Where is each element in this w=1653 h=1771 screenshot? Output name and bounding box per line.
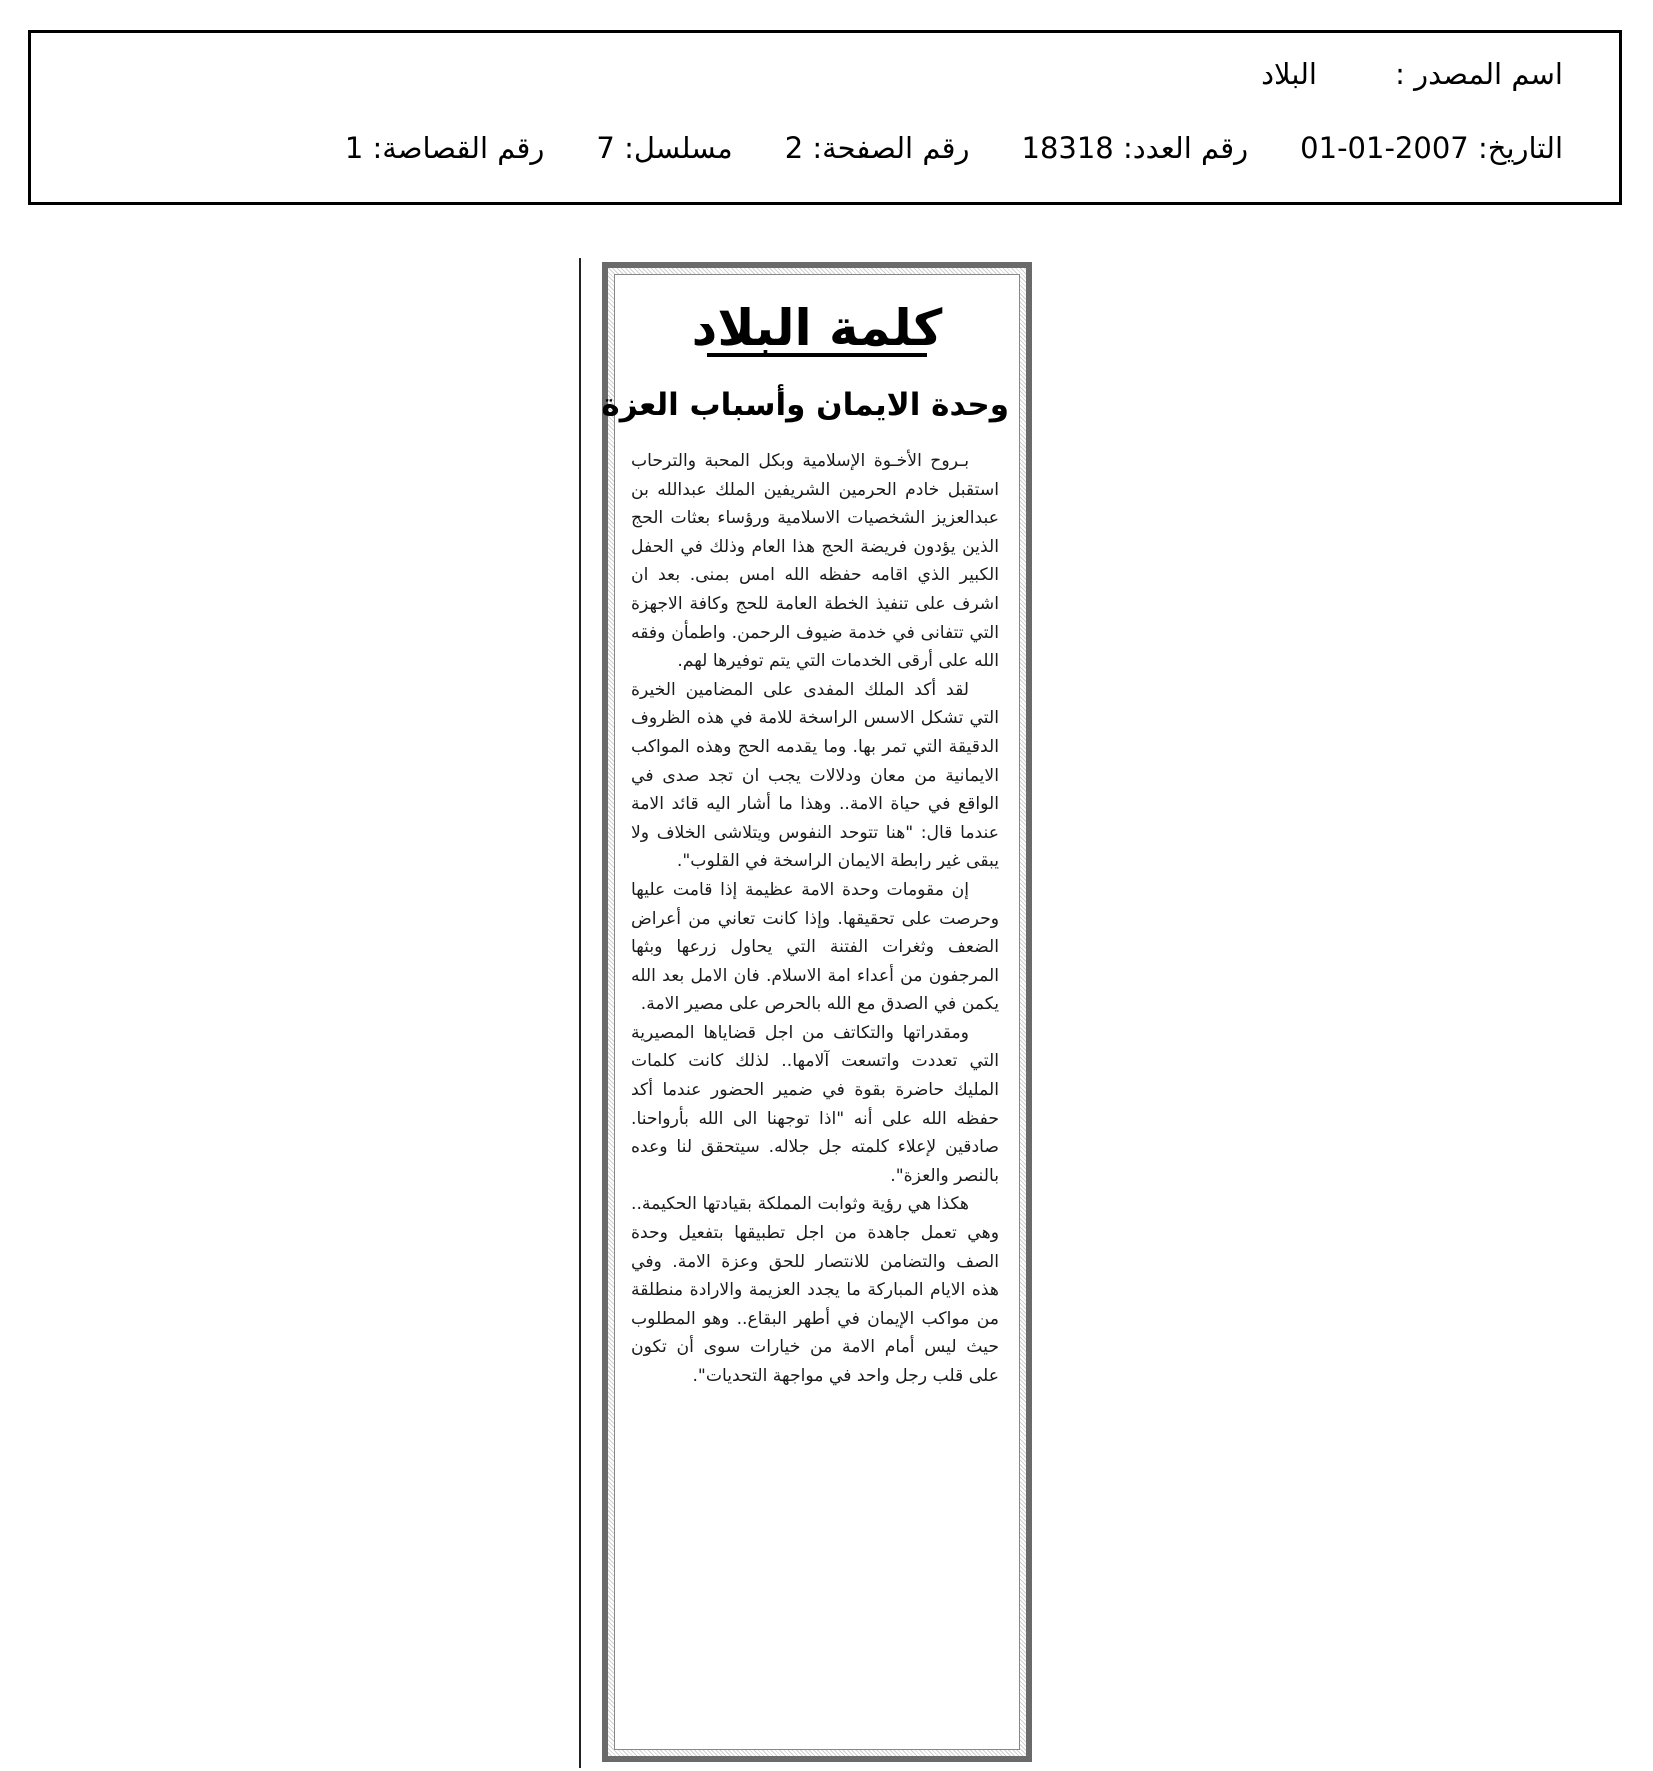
details-row bbox=[345, 131, 1563, 165]
column-rule bbox=[579, 258, 581, 1768]
article-paragraph: ومقدراتها والتكاتف من اجل قضاياها المصيرية التي تعددت واتسعت آلامها.. لذلك كانت كلمات المليك حاضرة بقوة في ضمير الحضور عندما أكد حفظه الله على أنه "اذا توجهنا الى الله بأرواحنا. صادقين لإعلاء كلمته جل جلاله. سيتحقق لنا وعده بالنصر والعزة". bbox=[631, 1022, 999, 1186]
newspaper-clipping bbox=[602, 262, 1032, 1762]
date-field: التاريخ: 2007-01-01 bbox=[1300, 131, 1563, 165]
serial-field: مسلسل: 7 bbox=[596, 131, 733, 165]
clip-number-field: رقم القصاصة: 1 bbox=[344, 131, 545, 165]
article-paragraph: هكذا هي رؤية وثوابت المملكة بقيادتها الحكيمة.. وهي تعمل جاهدة من اجل تطبيقها بتفعيل وحدة الصف والتضامن للانتصار للحق وعزة الامة. وفي هذه الايام المباركة ما يجدد العزيمة والارادة منطلقة من مواكب الإيمان في أطهر البقاع.. وهو المطلوب حيث ليس أمام الامة من خيارات سوى أن تكون على قلب رجل واحد في مواجهة التحديات". bbox=[631, 1194, 999, 1386]
article-paragraph: لقد أكد الملك المفدى على المضامين الخيرة التي تشكل الاسس الراسخة للامة في هذه الظروف الدقيقة التي تمر بها. وما يقدمه الحج وهذه المواكب الايمانية من معان ودلالات يجب ان تجد صدى في الواقع في حياة الامة.. وهذا ما أشار اليه قائد الامة عندما قال: "هنا تتوحد النفوس ويتلاشى الخلاف ولا يبقى غير رابطة الايمان الراسخة في القلوب". bbox=[631, 679, 999, 872]
article-body bbox=[631, 447, 999, 1735]
article-paragraph: إن مقومات وحدة الامة عظيمة إذا قامت عليها وحرصت على تحقيقها. وإذا كانت تعاني من أعراض الضعف وثغرات الفتنة التي يحاول زرعها وبثها المرجفون من أعداء امة الاسلام. فان الامل بعد الله يكمن في الصدق مع الله بالحرص على مصير الامة. bbox=[631, 879, 999, 1015]
masthead-logo bbox=[615, 293, 1019, 363]
clipping-content bbox=[601, 274, 1020, 1750]
masthead-logo-svg bbox=[667, 293, 967, 363]
issue-number-field: رقم العدد: 18318 bbox=[1021, 131, 1249, 165]
masthead-text: كلمة البلاد bbox=[691, 299, 943, 357]
source-value: البلاد bbox=[1261, 57, 1317, 91]
page-number-field: رقم الصفحة: 2 bbox=[784, 131, 970, 165]
source-label: اسم المصدر : bbox=[1395, 57, 1563, 91]
source-row bbox=[1261, 57, 1563, 91]
article-paragraph: بـروح الأخـوة الإسلامية وبكل المحبة والترحاب استقبل خادم الحرمين الشريفين الملك عبدالله بن عبدالعزيز الشخصيات الاسلامية ورؤساء بعثات الحج الذين يؤدون فريضة الحج هذا العام وذلك في الحفل الكبير الذي اقامه حفظه الله امس بمنى. بعد ان اشرف على تنفيذ الخطة العامة للحج وكافة الاجهزة التي تتفانى في خدمة ضيوف الرحمن. واطمأن وفقه الله على أرقى الخدمات التي يتم توفيرها لهم. bbox=[631, 451, 999, 672]
article-headline: وحدة الايمان وأسباب العزة bbox=[601, 387, 1009, 423]
clipping-metadata-box bbox=[28, 30, 1622, 205]
